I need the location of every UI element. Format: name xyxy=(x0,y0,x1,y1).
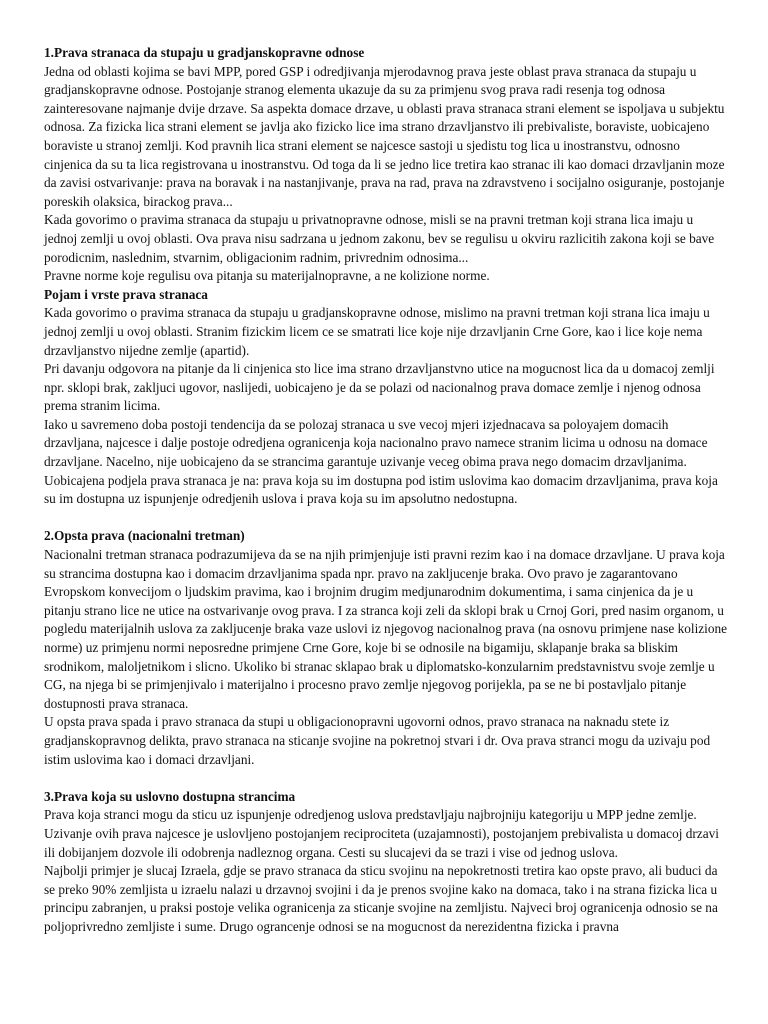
body-paragraph: Prava koja stranci mogu da sticu uz ispunjenje odredjenog uslova predstavljaju najbrojniju kategoriju u MPP jedne zemlje. Uzivanje ovih prava najcesce je uslovljeno postojanjem reciprociteta (uzajamnosti), postojanjem prebivalista u domacoj drzavi ili dobijanjem dozvole ili odobrenja nadleznog organa. Cesti su slucajevi da se trazi i vise od jednog uslova. xyxy=(44,807,719,860)
body-paragraph: Jedna od oblasti kojima se bavi MPP, pored GSP i odredjivanja mjerodavnog prava jeste oblast prava stranaca da stupaju u gradjanskopravne odnose. Postojanje stranog elementa ukazuje da su za primjenu svog prava radi resenja tog odnosa zainteresovane najmanje dvije drzave. Sa aspekta domace drzave, u oblasti prava stranaca strani element se ispoljava u subjektu odnosa. Za fizicka lica strani element se javlja ako fizicko lice ima strano drzavljanstvo ili prebivaliste, boraviste, uobicajeno boraviste u stranoj zemlji. Kod pravnih lica strani element se najcesce sastoji u sjedistu tog lica u inostranstvu, odnosno cinjenica da su ta lica registrovana u inostranstvu. Od toga da li se jedno lice tretira kao stranac ili kao domaci drzavljanin moze da zavisi ostvarivanje: prava na boravak i na nastanjivanje, prava na rad, prava na zdravstveno i socijalno osiguranje, postojanje poreskih olaksica, birackog prava... xyxy=(44,63,725,209)
body-paragraph: Kada govorimo o pravima stranaca da stupaju u gradjanskopravne odnose, mislimo na pravni tretman koji strana lica imaju u jednoj zemlji u ovoj oblasti. Stranim fizickim licem ce se smatrati lice koje nije drzavljanin Crne Gore, kao i lice koje nema drzavljanstvo nijedne zemlje (apartid). xyxy=(44,305,710,358)
body-paragraph: Uobicajena podjela prava stranaca je na: prava koja su im dostupna pod istim uslovima kao domacim drzavljanima, prava koja su im dostupna uz ispunjenje odredjenih uslova i prava koja su im apsolutno nedostupna. xyxy=(44,472,718,507)
body-paragraph: Pravne norme koje regulisu ova pitanja su materijalnopravne, a ne kolizione norme. xyxy=(44,268,490,284)
paragraph-spacer xyxy=(44,769,728,788)
body-paragraph: Pri davanju odgovora na pitanje da li cinjenica sto lice ima strano drzavljanstvno utice na mogucnost lica da u domacoj zemlji npr. sklopi brak, zakljuci ugovor, naslijedi, uobicajeno je da se polazi od nacionalnog prava domace zemlje i njenog odnosa prema stranim licima. xyxy=(44,361,715,414)
section-heading: 1.Prava stranaca da stupaju u gradjanskopravne odnose xyxy=(44,45,365,60)
paragraph-spacer xyxy=(44,509,728,528)
body-paragraph: Najbolji primjer je slucaj Izraela, gdje se pravo stranaca da sticu svojinu na nepokretnosti tretira kao opste pravo, ali buduci da se preko 90% zemljista u izraelu nalazi u drzavnoj svojini i da je prenos svojine kako na domaca, tako i na strana fizicka lica u principu zabranjen, u praksi postoje velika ogranicenja za sticanje svojine na zemljistu. Najveci broj ogranicenja odnosio se na poljoprivredno zemljiste i sume. Drugo ograncenje odnosi se na mogucnost da nerezidentna fizicka i pravna xyxy=(44,863,718,934)
body-paragraph: Kada govorimo o pravima stranaca da stupaju u privatnopravne odnose, misli se na pravni tretman koji strana lica imaju u jednoj zemlji u ovoj oblasti. Ova prava nisu sadrzana u jednom zakonu, bev se regulisu u okviru razlicitih zakona koji se bave porodicnim, naslednim, stvarnim, obligacionim radnim, privrednim odnosima... xyxy=(44,212,715,265)
body-paragraph: Iako u savremeno doba postoji tendencija da se polozaj stranaca u sve vecoj mjeri izjednacava sa poloyajem domacih drzavljana, najcesce i dalje postoje odredjena ogranicenja koja nacionalno pravo namece stranim licima u odnosu na domace drzavljane. Nacelno, nije uobicajeno da se strancima garantuje uzivanje veceg obima prava nego domacim drzavljanima. xyxy=(44,416,708,470)
section-heading: 2.Opsta prava (nacionalni tretman) xyxy=(44,528,245,544)
section-heading: 3.Prava koja su uslovno dostupna strancima xyxy=(44,788,296,804)
body-paragraph: U opsta prava spada i pravo stranaca da stupi u obligacionopravni ugovorni odnos, pravo stranaca na naknadu stete iz gradjanskopravnog delikta, pravo stranaca na sticanje svojine na pokretnoj stvari i dr. Ova prava stranci mogu da uzivaju pod istim uslovima kao i domaci drzavljani. xyxy=(44,714,711,767)
body-paragraph: Nacionalni tretman stranaca podrazumijeva da se na njih primjenjuje isti pravni rezim kao i na domace drzavljane. U prava koja su strancima dostupna kao i domacim drzavljanima spada npr. pravo na zakljucenje braka. Ovo pravo je zagarantovano Evropskom konvecijom o ljudskim pravima, kao i brojnim drugim medjunarodnim dokumentima, i sama cinjenica da je u pitanju strano lice ne utice na ostvarivanje ovog prava. I za stranca koji zeli da sklopi brak u Crnoj Gori, pred nasim organom, u pogledu materijalnih uslova za zakljucenje braka vaze uslovi iz njegovog nacionalnog prava (na osnovu primjene nase kolizione norme) uz primjenu normi neposredne primjene Crne Gore, koje bi se odnosile na bigamiju, sklapanje braka sa bliskim srodnikom, maloljetnikom i slicno. Ukoliko bi stranac sklapao brak u diplomatsko-konzularnim predstavnistvu svoje zemlje u CG, na njega bi se primjenjivalo i materijalno i procesno pravo zemlje njegovog porijekla, pa se ne bi postavljalo pitanje dostupnosti prava stranaca. xyxy=(44,547,728,711)
section-heading: Pojam i vrste prava stranaca xyxy=(44,286,208,302)
